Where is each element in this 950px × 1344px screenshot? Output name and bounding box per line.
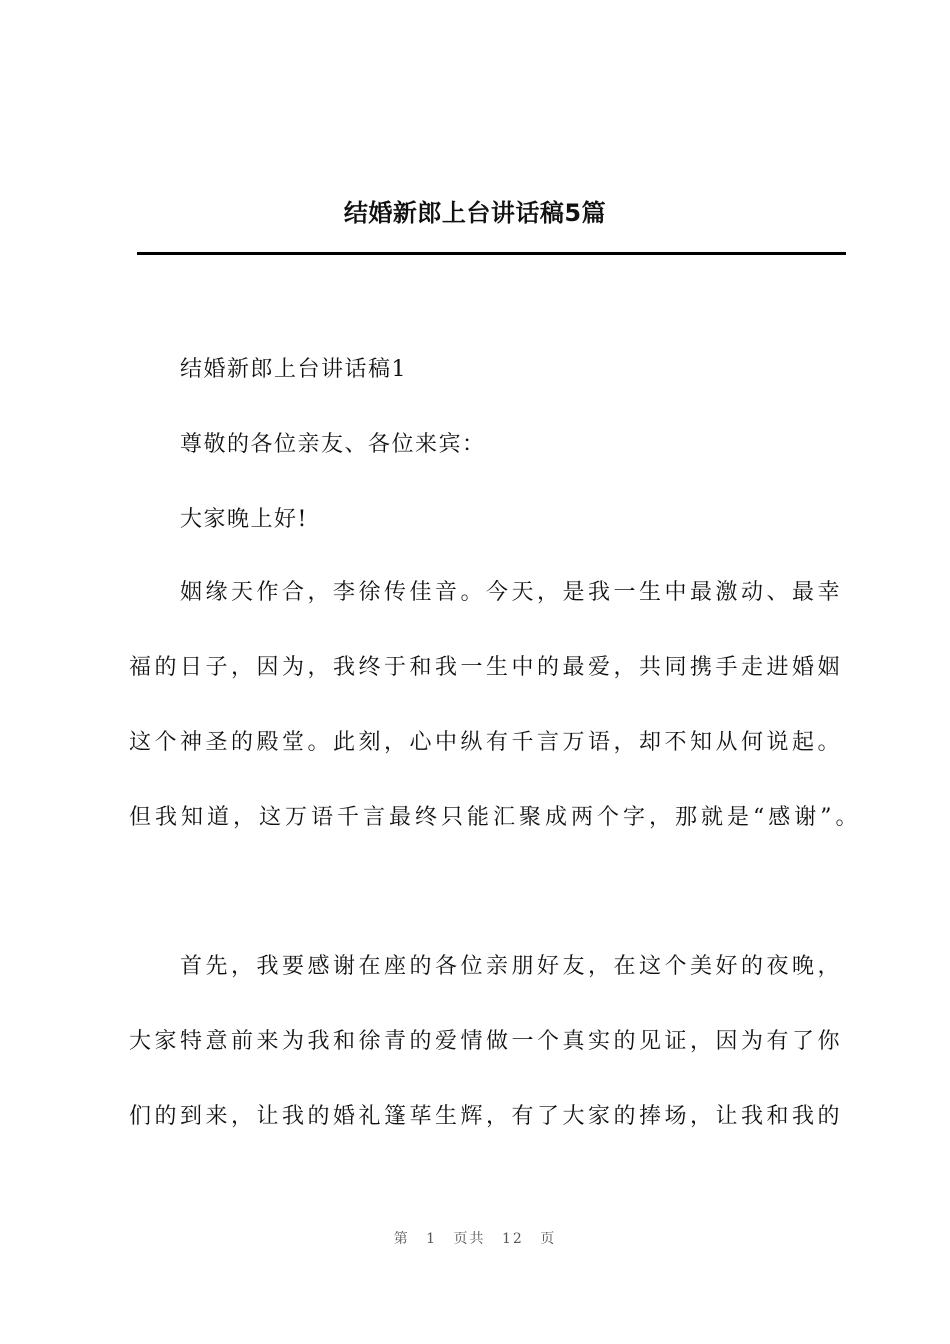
paragraph-line: 福的日子，因为，我终于和我一生中的最爱，共同携手走进婚姻 bbox=[129, 655, 841, 680]
title-underline bbox=[137, 252, 846, 255]
paragraph-line: 这个神圣的殿堂。此刻，心中纵有千言万语，却不知从何说起。 bbox=[129, 730, 841, 755]
document-title: 结婚新郎上台讲话稿5篇 bbox=[343, 199, 607, 227]
paragraph-line: 姻缘天作合，李徐传佳音。今天，是我一生中最激动、最幸 bbox=[180, 580, 841, 605]
paragraph-line: 们的到来，让我的婚礼篷荜生辉，有了大家的捧场，让我和我的 bbox=[129, 1104, 841, 1129]
paragraph-line: 大家特意前来为我和徐青的爱情做一个真实的见证，因为有了你 bbox=[129, 1029, 841, 1054]
section-heading: 结婚新郎上台讲话稿1 bbox=[180, 357, 407, 382]
paragraph-line: 首先，我要感谢在座的各位亲朋好友，在这个美好的夜晚， bbox=[180, 954, 841, 979]
page-number: 第 1 页共 12 页 bbox=[393, 1231, 557, 1247]
salutation: 尊敬的各位亲友、各位来宾： bbox=[180, 432, 486, 457]
paragraph-line: 但我知道，这万语千言最终只能汇聚成两个字，那就是“感谢”。 bbox=[129, 805, 859, 830]
greeting: 大家晚上好! bbox=[180, 507, 308, 532]
